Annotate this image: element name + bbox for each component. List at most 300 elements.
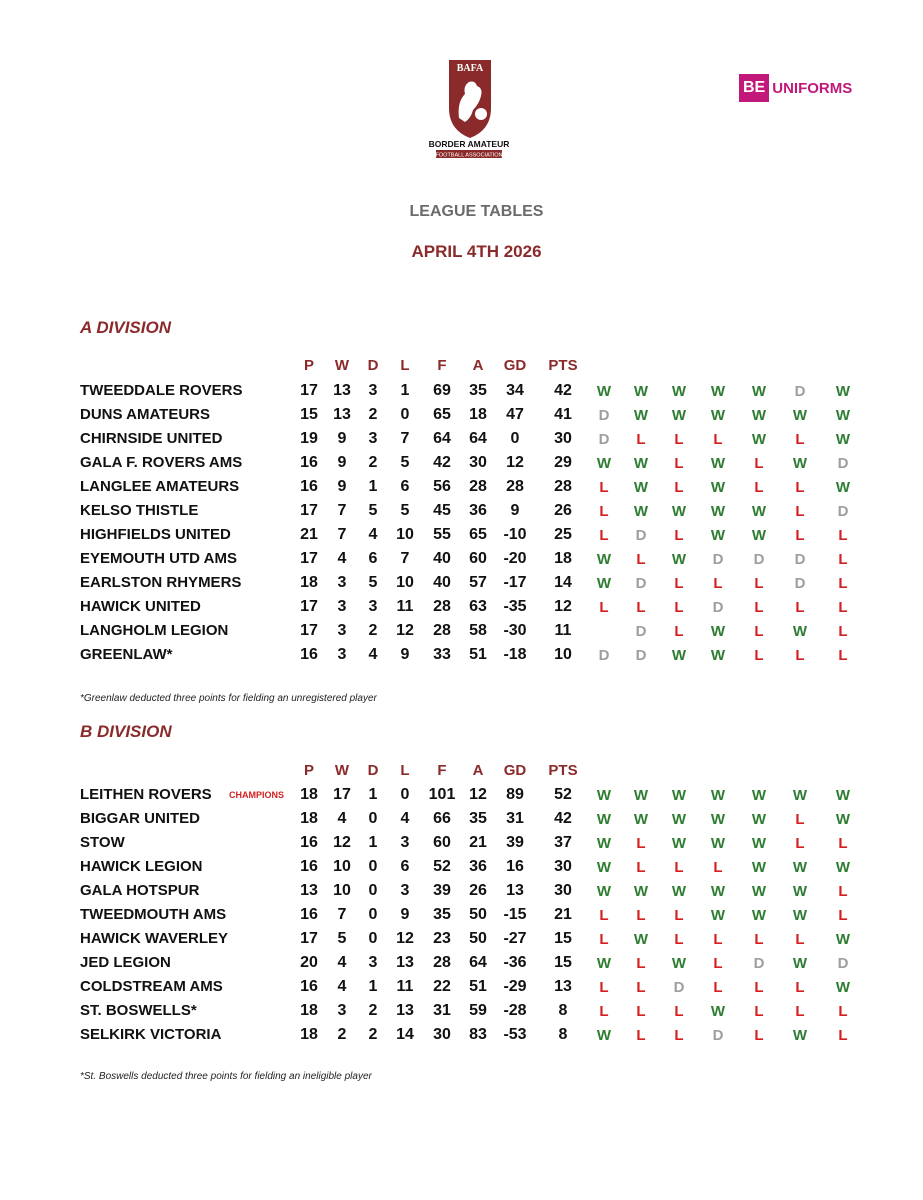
table-row [0, 882, 923, 904]
form-result: W [671, 383, 687, 400]
stat-gd: -20 [503, 550, 527, 567]
form-result: L [674, 455, 684, 472]
stat-l: 13 [396, 954, 414, 971]
stat-l: 7 [400, 430, 410, 447]
form-result: W [596, 383, 612, 400]
stat-p: 19 [300, 430, 318, 447]
stat-l: 6 [400, 478, 410, 495]
form-result: L [636, 979, 646, 996]
form-result: W [751, 835, 767, 852]
stat-p: 18 [300, 574, 318, 591]
form-result: L [674, 527, 684, 544]
stat-a: 36 [469, 502, 487, 519]
stat-d: 2 [368, 454, 378, 471]
form-result: L [674, 1027, 684, 1044]
form-result: W [792, 955, 808, 972]
form-result: L [674, 575, 684, 592]
form-result: D [712, 551, 724, 568]
form-result: W [596, 575, 612, 592]
stat-w: 3 [337, 574, 347, 591]
stat-p: 17 [300, 930, 318, 947]
form-result: W [710, 647, 726, 664]
stat-p: 21 [300, 526, 318, 543]
form-result: L [636, 859, 646, 876]
stat-pts: 28 [554, 478, 572, 495]
form-result: L [713, 931, 723, 948]
team-name: JED LEGION [80, 954, 171, 971]
sponsor-be: BE [739, 74, 769, 102]
table-row [0, 954, 923, 976]
form-result: W [751, 503, 767, 520]
form-result: L [795, 527, 805, 544]
stat-gd: 39 [506, 834, 524, 851]
stat-d: 4 [368, 646, 378, 663]
form-result: L [754, 599, 764, 616]
form-result: W [633, 787, 649, 804]
form-result: L [838, 835, 848, 852]
form-result: L [795, 479, 805, 496]
form-result: L [674, 599, 684, 616]
stat-l: 5 [400, 502, 410, 519]
column-header: P [303, 357, 314, 374]
team-name: TWEEDMOUTH AMS [80, 906, 227, 923]
form-result: L [838, 623, 848, 640]
form-result: L [636, 551, 646, 568]
stat-w: 10 [333, 858, 351, 875]
stat-d: 0 [368, 906, 378, 923]
form-result: W [633, 503, 649, 520]
form-result: W [751, 383, 767, 400]
stat-p: 18 [300, 786, 318, 803]
stat-d: 3 [368, 382, 378, 399]
form-result: W [596, 835, 612, 852]
stat-w: 3 [337, 1002, 347, 1019]
form-result: D [837, 503, 849, 520]
form-result: L [795, 931, 805, 948]
sponsor-name: UNIFORMS [772, 79, 853, 97]
column-header: PTS [548, 762, 578, 779]
form-result: W [792, 859, 808, 876]
stat-pts: 29 [554, 454, 572, 471]
stat-f: 55 [433, 526, 451, 543]
table-row [0, 646, 923, 668]
stat-f: 23 [433, 930, 451, 947]
stat-gd: 0 [510, 430, 520, 447]
stat-gd: 28 [506, 478, 524, 495]
form-result: D [837, 455, 849, 472]
table-row [0, 478, 923, 500]
stat-pts: 42 [554, 810, 572, 827]
stat-w: 5 [337, 930, 347, 947]
stat-p: 16 [300, 858, 318, 875]
stat-w: 9 [337, 454, 347, 471]
stat-l: 12 [396, 930, 414, 947]
team-name: BIGGAR UNITED [80, 810, 200, 827]
stat-f: 69 [433, 382, 451, 399]
stat-w: 17 [333, 786, 351, 803]
form-result: L [713, 431, 723, 448]
form-result: W [596, 859, 612, 876]
form-result: W [596, 811, 612, 828]
form-result: L [599, 479, 609, 496]
stat-pts: 15 [554, 954, 572, 971]
form-result: W [633, 883, 649, 900]
stat-p: 18 [300, 810, 318, 827]
form-result: W [751, 883, 767, 900]
form-result: L [795, 647, 805, 664]
stat-a: 50 [469, 930, 487, 947]
stat-d: 1 [368, 834, 378, 851]
stat-pts: 41 [554, 406, 572, 423]
stat-pts: 37 [554, 834, 572, 851]
footnote: *St. Boswells deducted three points for fielding an ineligible player [80, 1071, 372, 1082]
stat-pts: 12 [554, 598, 572, 615]
form-result: L [674, 431, 684, 448]
form-result: L [754, 1003, 764, 1020]
form-result: L [599, 931, 609, 948]
stat-a: 64 [469, 954, 487, 971]
table-row [0, 1002, 923, 1024]
form-result: L [754, 575, 764, 592]
stat-w: 12 [333, 834, 351, 851]
stat-a: 28 [469, 478, 487, 495]
stat-w: 13 [333, 382, 351, 399]
stat-gd: -53 [503, 1026, 527, 1043]
stat-pts: 30 [554, 882, 572, 899]
form-result: W [671, 503, 687, 520]
stat-p: 18 [300, 1026, 318, 1043]
form-result: L [838, 647, 848, 664]
stat-f: 22 [433, 978, 451, 995]
form-result: W [710, 527, 726, 544]
stat-a: 63 [469, 598, 487, 615]
form-result: D [598, 407, 610, 424]
form-result: W [710, 623, 726, 640]
stat-pts: 15 [554, 930, 572, 947]
stat-pts: 18 [554, 550, 572, 567]
stat-gd: -10 [503, 526, 527, 543]
stat-pts: 26 [554, 502, 572, 519]
team-name: TWEEDDALE ROVERS [80, 382, 243, 399]
form-result: W [835, 931, 851, 948]
stat-pts: 11 [554, 622, 572, 639]
form-result: W [835, 979, 851, 996]
table-row [0, 1026, 923, 1048]
form-result: W [633, 931, 649, 948]
stat-a: 83 [469, 1026, 487, 1043]
form-result: W [835, 479, 851, 496]
form-result: D [837, 955, 849, 972]
form-result: W [835, 811, 851, 828]
form-result: L [636, 599, 646, 616]
form-result: W [792, 883, 808, 900]
team-name: SELKIRK VICTORIA [80, 1026, 222, 1043]
stat-l: 0 [400, 786, 410, 803]
stat-f: 28 [433, 954, 451, 971]
stat-gd: -30 [503, 622, 527, 639]
form-result: D [598, 431, 610, 448]
stat-p: 16 [300, 454, 318, 471]
stat-d: 0 [368, 930, 378, 947]
stat-w: 2 [337, 1026, 347, 1043]
stat-l: 9 [400, 646, 410, 663]
form-result: W [710, 787, 726, 804]
stat-pts: 30 [554, 858, 572, 875]
form-result: W [835, 859, 851, 876]
form-result: W [792, 1027, 808, 1044]
stat-l: 13 [396, 1002, 414, 1019]
stat-f: 60 [433, 834, 451, 851]
team-name: LANGLEE AMATEURS [80, 478, 240, 495]
team-name: HAWICK UNITED [80, 598, 201, 615]
form-result: L [754, 623, 764, 640]
stat-l: 3 [400, 882, 410, 899]
stat-gd: 47 [506, 406, 524, 423]
form-result: L [674, 1003, 684, 1020]
form-result: D [712, 1027, 724, 1044]
form-result: D [635, 527, 647, 544]
stat-f: 33 [433, 646, 451, 663]
column-header: W [334, 357, 350, 374]
table-row [0, 454, 923, 476]
form-result: L [674, 859, 684, 876]
stat-d: 0 [368, 858, 378, 875]
form-result: L [713, 979, 723, 996]
form-result: W [710, 455, 726, 472]
stat-f: 28 [433, 598, 451, 615]
form-result: W [835, 787, 851, 804]
page-date: APRIL 4TH 2026 [411, 242, 542, 261]
stat-f: 42 [433, 454, 451, 471]
form-result: W [710, 835, 726, 852]
stat-a: 21 [469, 834, 487, 851]
form-result: W [751, 787, 767, 804]
stat-l: 11 [396, 598, 414, 615]
form-result: W [671, 883, 687, 900]
form-result: L [636, 835, 646, 852]
form-result: L [795, 1003, 805, 1020]
form-result: L [838, 883, 848, 900]
form-result: L [838, 907, 848, 924]
form-result: W [633, 811, 649, 828]
form-result: W [710, 883, 726, 900]
stat-d: 2 [368, 1002, 378, 1019]
form-result: L [754, 979, 764, 996]
form-result: L [795, 835, 805, 852]
team-name: KELSO THISTLE [80, 502, 199, 519]
stat-f: 40 [433, 574, 451, 591]
team-name: EARLSTON RHYMERS [80, 574, 242, 591]
stat-gd: -17 [503, 574, 527, 591]
form-result: W [633, 383, 649, 400]
stat-w: 7 [337, 502, 347, 519]
form-result: W [671, 647, 687, 664]
form-result: W [792, 787, 808, 804]
form-result: L [838, 599, 848, 616]
form-result: L [636, 907, 646, 924]
form-result: W [751, 811, 767, 828]
form-result: L [713, 859, 723, 876]
form-result: D [753, 551, 765, 568]
stat-gd: -36 [503, 954, 527, 971]
column-header: L [400, 762, 410, 779]
form-result: W [671, 835, 687, 852]
stat-w: 9 [337, 430, 347, 447]
stat-a: 18 [469, 406, 487, 423]
stat-a: 64 [469, 430, 487, 447]
form-result: D [673, 979, 685, 996]
form-result: W [671, 787, 687, 804]
form-result: W [671, 811, 687, 828]
stat-l: 14 [396, 1026, 414, 1043]
stat-l: 0 [400, 406, 410, 423]
team-name: ST. BOSWELLS* [80, 1002, 197, 1019]
stat-w: 7 [337, 906, 347, 923]
logo-name-line1: BORDER AMATEUR [428, 139, 510, 149]
column-header: PTS [548, 357, 578, 374]
column-header: D [367, 357, 379, 374]
stat-w: 9 [337, 478, 347, 495]
division-title: A DIVISION [80, 318, 171, 337]
team-name: STOW [80, 834, 125, 851]
table-row [0, 978, 923, 1000]
stat-l: 1 [400, 382, 410, 399]
form-result: D [794, 383, 806, 400]
column-header-row [0, 357, 923, 379]
stat-f: 56 [433, 478, 451, 495]
form-result: W [671, 955, 687, 972]
stat-p: 13 [300, 882, 318, 899]
stat-gd: 13 [506, 882, 524, 899]
form-result: L [838, 527, 848, 544]
stat-d: 2 [368, 1026, 378, 1043]
footnote: *Greenlaw deducted three points for fielding an unregistered player [80, 693, 377, 704]
table-row [0, 526, 923, 548]
stat-d: 5 [368, 502, 378, 519]
column-header: D [367, 762, 379, 779]
form-result: W [751, 859, 767, 876]
form-result: L [713, 955, 723, 972]
column-header: L [400, 357, 410, 374]
table-row [0, 406, 923, 428]
form-result: W [633, 479, 649, 496]
stat-pts: 21 [554, 906, 572, 923]
stat-d: 2 [368, 406, 378, 423]
form-result: W [671, 551, 687, 568]
table-row [0, 502, 923, 524]
table-row [0, 550, 923, 572]
form-result: L [599, 979, 609, 996]
stat-p: 16 [300, 906, 318, 923]
column-header: F [437, 357, 447, 374]
stat-a: 50 [469, 906, 487, 923]
table-row [0, 858, 923, 880]
column-header: W [334, 762, 350, 779]
team-name: HAWICK LEGION [80, 858, 203, 875]
stat-f: 28 [433, 622, 451, 639]
form-result: L [795, 431, 805, 448]
form-result: W [596, 551, 612, 568]
form-result: D [635, 575, 647, 592]
stat-gd: 9 [510, 502, 520, 519]
stat-gd: 89 [506, 786, 524, 803]
form-result: L [599, 527, 609, 544]
stat-pts: 13 [554, 978, 572, 995]
team-name: HAWICK WAVERLEY [80, 930, 229, 947]
stat-d: 4 [368, 526, 378, 543]
stat-l: 6 [400, 858, 410, 875]
stat-w: 4 [337, 550, 347, 567]
stat-w: 13 [333, 406, 351, 423]
form-result: W [633, 455, 649, 472]
stat-d: 6 [368, 550, 378, 567]
stat-l: 5 [400, 454, 410, 471]
form-result: W [596, 883, 612, 900]
stat-f: 30 [433, 1026, 451, 1043]
stat-p: 16 [300, 834, 318, 851]
stat-pts: 14 [554, 574, 572, 591]
stat-f: 39 [433, 882, 451, 899]
stat-w: 3 [337, 598, 347, 615]
form-result: W [835, 407, 851, 424]
stat-pts: 30 [554, 430, 572, 447]
stat-gd: 34 [506, 382, 524, 399]
form-result: D [635, 623, 647, 640]
stat-pts: 25 [554, 526, 572, 543]
table-row [0, 786, 923, 808]
form-result: D [794, 575, 806, 592]
team-name: LANGHOLM LEGION [80, 622, 229, 639]
stat-f: 45 [433, 502, 451, 519]
stat-d: 1 [368, 978, 378, 995]
form-result: W [751, 407, 767, 424]
form-result: W [596, 1027, 612, 1044]
stat-gd: 31 [506, 810, 524, 827]
stat-a: 51 [469, 978, 487, 995]
form-result: L [599, 1003, 609, 1020]
column-header: A [472, 357, 484, 374]
table-row [0, 906, 923, 928]
stat-p: 20 [300, 954, 318, 971]
stat-l: 7 [400, 550, 410, 567]
stat-d: 5 [368, 574, 378, 591]
stat-pts: 8 [558, 1026, 568, 1043]
stat-p: 17 [300, 502, 318, 519]
stat-a: 30 [469, 454, 487, 471]
form-result: L [838, 575, 848, 592]
form-result: W [710, 811, 726, 828]
stat-pts: 10 [554, 646, 572, 663]
form-result: W [792, 455, 808, 472]
stat-d: 0 [368, 810, 378, 827]
table-row [0, 930, 923, 952]
form-result: W [792, 623, 808, 640]
form-result: D [753, 955, 765, 972]
stat-w: 10 [333, 882, 351, 899]
stat-p: 17 [300, 550, 318, 567]
form-result: W [710, 503, 726, 520]
stat-w: 4 [337, 978, 347, 995]
form-result: L [838, 1027, 848, 1044]
stat-gd: -27 [503, 930, 527, 947]
form-result: W [710, 907, 726, 924]
stat-f: 64 [433, 430, 451, 447]
form-result: L [795, 599, 805, 616]
stat-l: 10 [396, 574, 414, 591]
stat-gd: -15 [503, 906, 527, 923]
stat-w: 4 [337, 954, 347, 971]
form-result: W [633, 407, 649, 424]
